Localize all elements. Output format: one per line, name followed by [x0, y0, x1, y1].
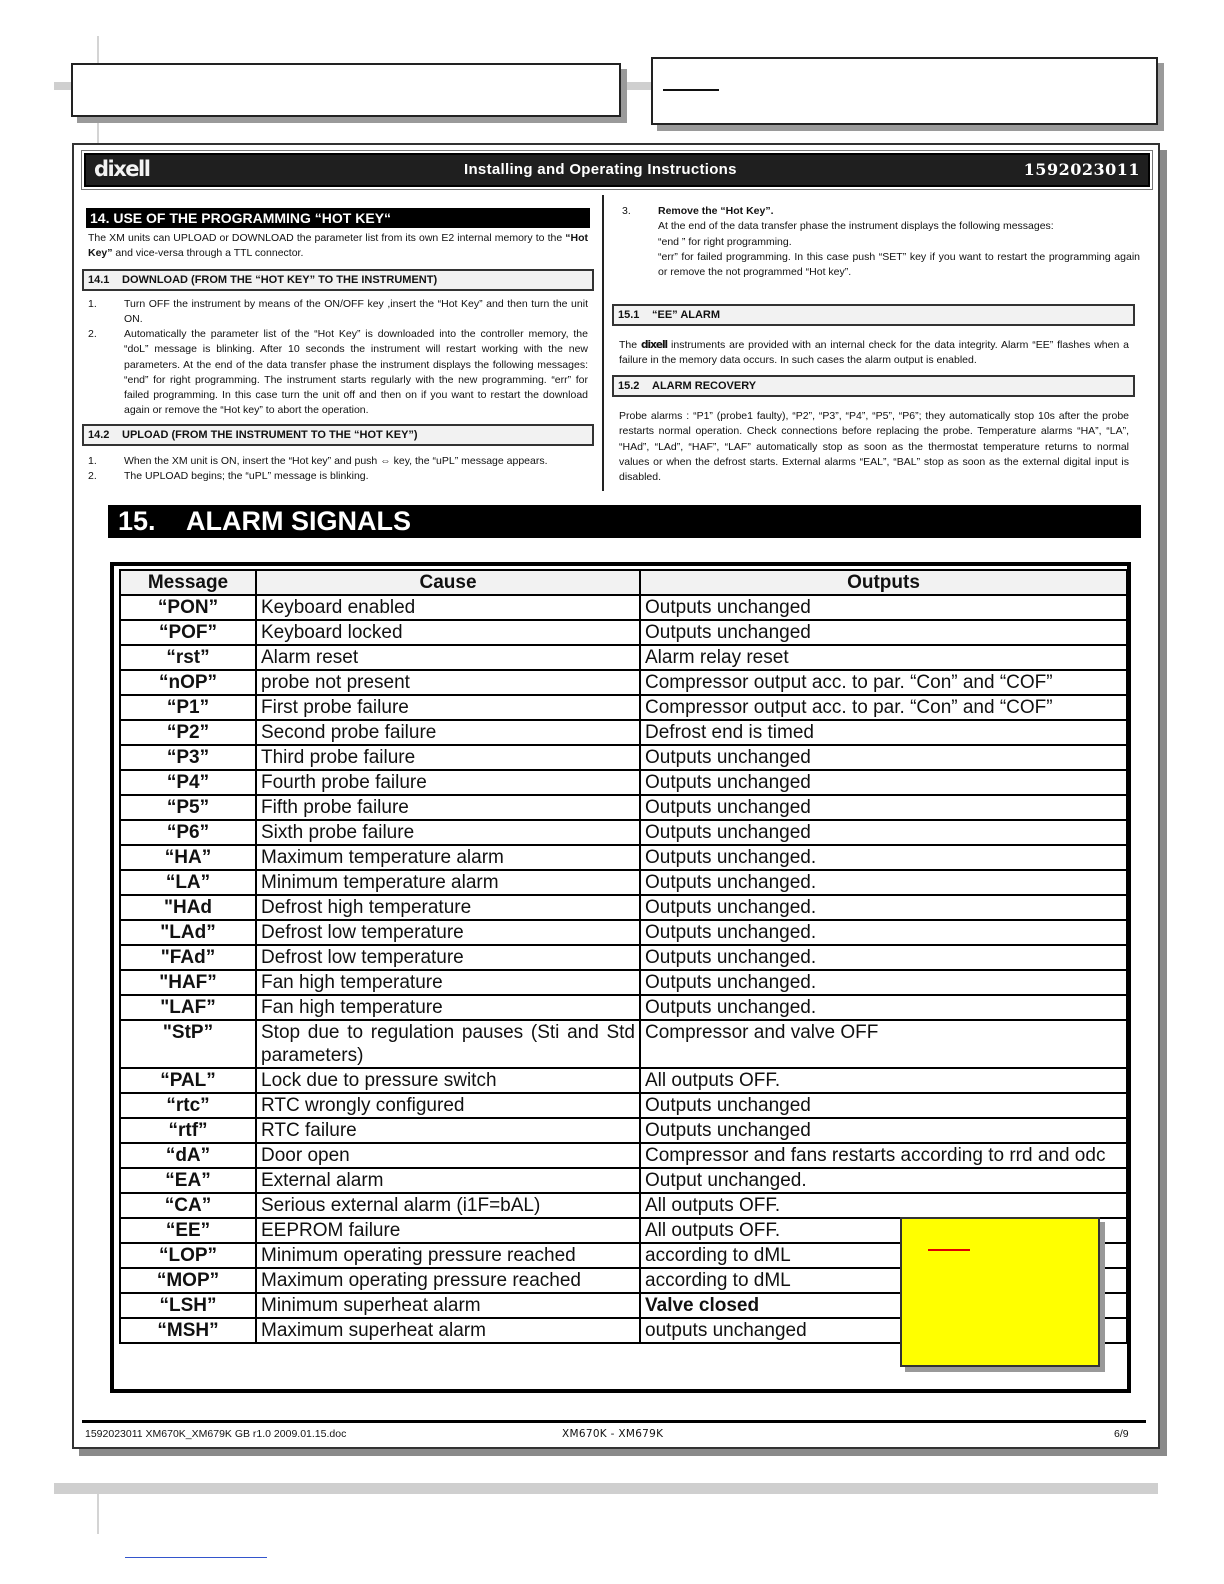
alarm-cause-cell: Fan high temperature [256, 995, 640, 1020]
list-item: 2. The UPLOAD begins; the “uPL” message is blinking. [88, 470, 369, 482]
alarm-cause-cell: Third probe failure [256, 745, 640, 770]
alarm-output-cell: Outputs unchanged [640, 595, 1127, 620]
alarm-recovery-paragraph: Probe alarms : “P1” (probe1 faulty), “P2”, “P3”, “P4”, “P5”, “P6”; they automatically stop 10s after the probe restarts normal operation. Check connections before replacing the probe. Temperature alarms “HA”, “LA”, “HAd”, “LAd”, “HAF”, “LAF” automatically stop as soon as the thermostat temperature returns to normal values or when the defrost starts. External alarms “EAL”, “BAL” stop as soon as the external digital input is disabled. [619, 410, 1129, 484]
table-row [120, 1168, 1127, 1193]
table-row [120, 895, 1127, 920]
table-row [120, 620, 1127, 645]
table-row [120, 645, 1127, 670]
table-row [120, 770, 1127, 795]
table-header-row [120, 570, 1127, 595]
alarm-output-cell: Compressor output acc. to par. “Con” and “COF” [640, 695, 1127, 720]
list-item: 2. Automatically the parameter list of the “Hot Key” is downloaded into the controller memory, the “doL” message is blinking. After 10 seconds the instrument will restart working with the new parameters. At the end of the data transfer phase the instrument displays the following messages: “end” for right programming. The instrument starts regularly with the new programming. “err” for failed programming. In this case turn the unit off and then on if you want to restart the download again or remove the “Hot key” to abort the operation. [88, 328, 588, 417]
column-header-outputs: Outputs [640, 570, 1127, 595]
alarm-cause-cell: Alarm reset [256, 645, 640, 670]
alarm-output-cell: Outputs unchanged. [640, 870, 1127, 895]
alarm-message-cell: "HAd [120, 895, 256, 920]
column-header-message: Message [120, 570, 256, 595]
alarm-output-cell: Outputs unchanged [640, 745, 1127, 770]
alarm-output-cell: Outputs unchanged. [640, 995, 1127, 1020]
margin-guide-bottom [97, 1494, 99, 1534]
alarm-output-cell: Outputs unchanged. [640, 895, 1127, 920]
alarm-cause-cell: Sixth probe failure [256, 820, 640, 845]
guide-tick-mid [626, 82, 654, 90]
alarm-cause-cell: Defrost low temperature [256, 920, 640, 945]
table-row [120, 720, 1127, 745]
footer-model: XM670K - XM679K [562, 1428, 664, 1440]
alarm-message-cell: “nOP” [120, 670, 256, 695]
list-item: 1. Turn OFF the instrument by means of the ON/OFF key ,insert the “Hot Key” and then turn the unit ON. [88, 298, 588, 326]
alarm-cause-cell: Defrost high temperature [256, 895, 640, 920]
table-row [120, 745, 1127, 770]
table-row [120, 970, 1127, 995]
table-row [120, 920, 1127, 945]
alarm-message-cell: “P2” [120, 720, 256, 745]
alarm-message-cell: "FAd” [120, 945, 256, 970]
table-row [120, 1093, 1127, 1118]
alarm-cause-cell: RTC failure [256, 1118, 640, 1143]
alarm-cause-cell: Fifth probe failure [256, 795, 640, 820]
alarm-output-cell: Outputs unchanged. [640, 970, 1127, 995]
table-row [120, 1068, 1127, 1093]
table-row [120, 870, 1127, 895]
top-left-box [71, 63, 621, 117]
alarm-message-cell: “P6” [120, 820, 256, 845]
dixell-logo: dixell [94, 157, 150, 181]
footer-doc-name: 1592023011 XM670K_XM679K GB r1.0 2009.01.15.doc [85, 1428, 347, 1440]
alarm-cause-cell: Maximum superheat alarm [256, 1318, 640, 1343]
table-row [120, 1193, 1127, 1218]
alarm-message-cell: “P1” [120, 695, 256, 720]
list-item: 3. Remove the “Hot Key”. At the end of the data transfer phase the instrument displays the following messages: “end ” for right programming. “err” for failed programming. In this case push “SET” key if you want to restart the programming again or remove the not programmed “Hot key”. [622, 205, 1140, 279]
alarm-cause-cell: Keyboard locked [256, 620, 640, 645]
table-row [120, 945, 1127, 970]
alarm-message-cell: “EE” [120, 1218, 256, 1243]
alarm-message-cell: “HA” [120, 845, 256, 870]
alarm-cause-cell: Door open [256, 1143, 640, 1168]
subsection-14-1-heading: 14.1 DOWNLOAD (FROM THE “HOT KEY” TO THE INSTRUMENT) [82, 269, 594, 291]
alarm-cause-cell: Minimum operating pressure reached [256, 1243, 640, 1268]
column-separator [602, 195, 604, 491]
alarm-cause-cell: Minimum superheat alarm [256, 1293, 640, 1318]
header-code: 1592023011 [1023, 160, 1140, 179]
alarm-message-cell: “PAL” [120, 1068, 256, 1093]
alarm-cause-cell: Fan high temperature [256, 970, 640, 995]
alarm-message-cell: “EA” [120, 1168, 256, 1193]
alarm-cause-cell: EEPROM failure [256, 1218, 640, 1243]
alarm-output-cell: Compressor and fans restarts according to rrd and odc [640, 1143, 1127, 1168]
subsection-15-2-heading: 15.2 ALARM RECOVERY [612, 375, 1135, 397]
header-title: Installing and Operating Instructions [464, 161, 737, 178]
alarm-output-cell: Alarm relay reset [640, 645, 1127, 670]
alarm-message-cell: “MSH” [120, 1318, 256, 1343]
alarm-output-cell: Valve closed [640, 1293, 1127, 1318]
alarm-output-cell: according to dML [640, 1243, 1127, 1268]
alarm-message-cell: “PON” [120, 595, 256, 620]
table-row [120, 820, 1127, 845]
subsection-14-2-heading: 14.2 UPLOAD (FROM THE INSTRUMENT TO THE “HOT KEY”) [82, 424, 594, 446]
alarm-output-cell: Outputs unchanged [640, 1118, 1127, 1143]
alarm-message-cell: “P5” [120, 795, 256, 820]
alarm-cause-cell: Second probe failure [256, 720, 640, 745]
sticky-note [900, 1217, 1100, 1367]
table-row [120, 795, 1127, 820]
alarm-cause-cell: Maximum temperature alarm [256, 845, 640, 870]
table-row [120, 595, 1127, 620]
alarm-message-cell: "HAF” [120, 970, 256, 995]
document-header [84, 153, 1150, 187]
alarm-output-cell: according to dML [640, 1268, 1127, 1293]
section-15-heading: 15. ALARM SIGNALS [108, 505, 1141, 538]
alarm-cause-cell: Lock due to pressure switch [256, 1068, 640, 1093]
alarm-output-cell: All outputs OFF. [640, 1218, 1127, 1243]
table-row [120, 845, 1127, 870]
dixell-inline-logo: dixell [640, 339, 668, 351]
alarm-message-cell: “LA” [120, 870, 256, 895]
section-14-heading: 14. USE OF THE PROGRAMMING “HOT KEY“ [86, 208, 590, 228]
alarm-message-cell: “MOP” [120, 1268, 256, 1293]
footer-page-number: 6/9 [1114, 1428, 1129, 1440]
alarm-output-cell: Compressor output acc. to par. “Con” and “COF” [640, 670, 1127, 695]
table-row [120, 1118, 1127, 1143]
table-row [120, 1143, 1127, 1168]
alarm-output-cell: All outputs OFF. [640, 1193, 1127, 1218]
alarm-message-cell: “rst” [120, 645, 256, 670]
alarm-message-cell: “POF” [120, 620, 256, 645]
subsection-15-1-heading: 15.1 “EE” ALARM [612, 304, 1135, 326]
alarm-cause-cell: External alarm [256, 1168, 640, 1193]
alarm-message-cell: “rtc” [120, 1093, 256, 1118]
alarm-message-cell: “P3” [120, 745, 256, 770]
alarm-cause-cell: Maximum operating pressure reached [256, 1268, 640, 1293]
list-item: 1. When the XM unit is ON, insert the “Hot key” and push ⇔ key, the “uPL” message appears. [88, 455, 548, 467]
alarm-output-cell: Outputs unchanged [640, 770, 1127, 795]
top-right-box-rule [663, 89, 719, 91]
ee-alarm-paragraph: The dixell instruments are provided with an internal check for the data integrity. Alarm “EE” flashes when a failure in the memory data occurs. In such cases the alarm output is enabled. [619, 339, 1129, 367]
alarm-output-cell: All outputs OFF. [640, 1068, 1127, 1093]
alarm-message-cell: “CA” [120, 1193, 256, 1218]
alarm-cause-cell: probe not present [256, 670, 640, 695]
alarm-cause-cell: Stop due to regulation pauses (Sti and Std parameters) [256, 1020, 640, 1068]
table-row [120, 995, 1127, 1020]
table-row [120, 1020, 1127, 1068]
alarm-output-cell: Outputs unchanged. [640, 845, 1127, 870]
page-bottom-rule [54, 1483, 1158, 1494]
alarm-message-cell: "LAd” [120, 920, 256, 945]
alarm-output-cell: Output unchanged. [640, 1168, 1127, 1193]
alarm-cause-cell: RTC wrongly configured [256, 1093, 640, 1118]
table-row [120, 695, 1127, 720]
alarm-message-cell: “LSH” [120, 1293, 256, 1318]
alarm-message-cell: “dA” [120, 1143, 256, 1168]
alarm-message-cell: “rtf” [120, 1118, 256, 1143]
alarm-message-cell: “P4” [120, 770, 256, 795]
alarm-message-cell: “LOP” [120, 1243, 256, 1268]
section-14-intro: The XM units can UPLOAD or DOWNLOAD the parameter list from its own E2 internal memory to the “Hot Key” and vice-versa through a TTL connector. [88, 232, 588, 260]
alarm-cause-cell: Minimum temperature alarm [256, 870, 640, 895]
alarm-cause-cell: Keyboard enabled [256, 595, 640, 620]
alarm-cause-cell: Fourth probe failure [256, 770, 640, 795]
alarm-output-cell: Defrost end is timed [640, 720, 1127, 745]
alarm-output-cell: outputs unchanged [640, 1318, 1127, 1343]
alarm-output-cell: Outputs unchanged. [640, 945, 1127, 970]
column-header-cause: Cause [256, 570, 640, 595]
alarm-output-cell: Outputs unchanged [640, 820, 1127, 845]
alarm-cause-cell: Defrost low temperature [256, 945, 640, 970]
alarm-output-cell: Compressor and valve OFF [640, 1020, 1127, 1068]
footer-rule [82, 1420, 1146, 1423]
top-right-box [651, 57, 1158, 125]
note-red-mark [928, 1249, 970, 1251]
alarm-cause-cell: Serious external alarm (i1F=bAL) [256, 1193, 640, 1218]
alarm-output-cell: Outputs unchanged. [640, 920, 1127, 945]
alarm-output-cell: Outputs unchanged [640, 795, 1127, 820]
alarm-output-cell: Outputs unchanged [640, 620, 1127, 645]
alarm-message-cell: "StP” [120, 1020, 256, 1068]
alarm-message-cell: "LAF” [120, 995, 256, 1020]
bottom-link-underline [125, 1557, 267, 1558]
table-row [120, 670, 1127, 695]
alarm-output-cell: Outputs unchanged [640, 1093, 1127, 1118]
alarm-cause-cell: First probe failure [256, 695, 640, 720]
